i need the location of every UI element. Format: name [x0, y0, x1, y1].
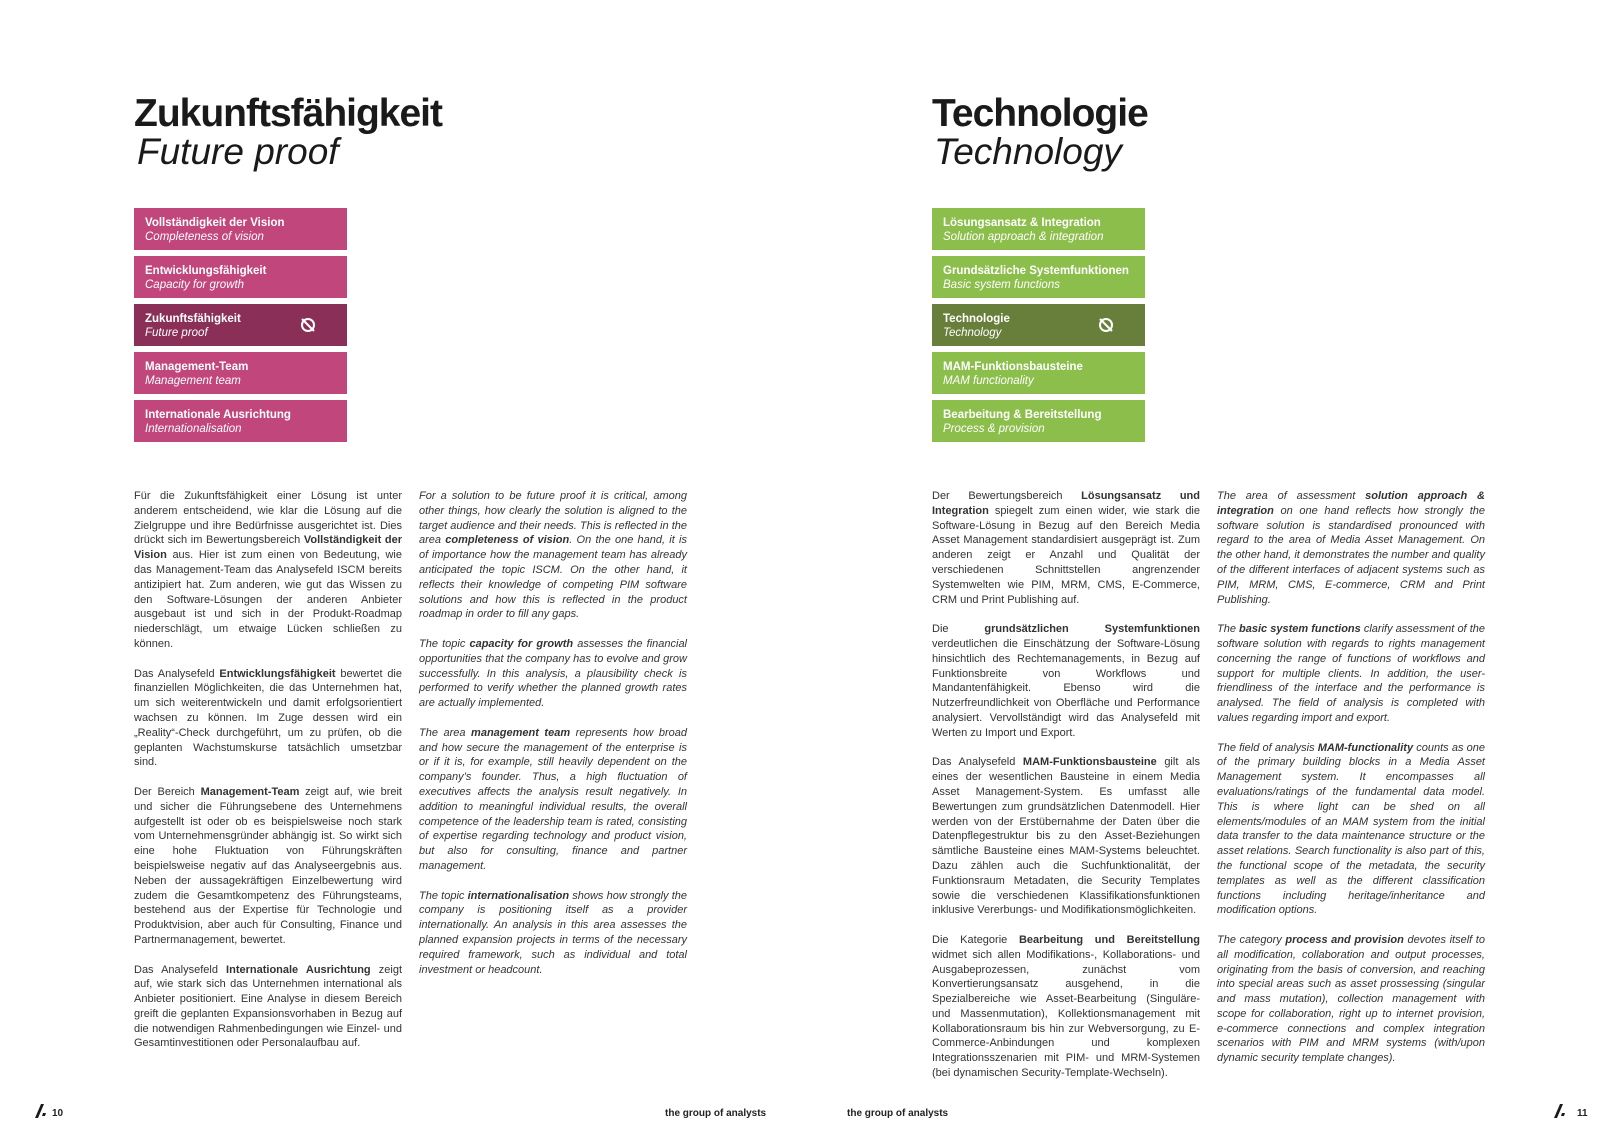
- category-box: [932, 400, 1145, 442]
- category-label-de: Grundsätzliche Systemfunktionen: [943, 265, 1129, 277]
- footer-text: the group of analysts: [665, 1108, 767, 1119]
- paragraph-text: shows how strongly the company is positioning itself as a provider internationally. An analysis in this area assesses the planned expansion projects in terms of the necessary required framework, such as individual and total investment or headcount.: [419, 889, 688, 976]
- category-label-de: Vollständigkeit der Vision: [145, 217, 285, 229]
- english-text-column: [419, 489, 687, 992]
- german-text-column: [134, 489, 402, 1066]
- category-box: [134, 400, 347, 442]
- paragraph-text: devotes itself to all modification, collaboration and output processes, originating from the basis of conversion, and reaching into special areas such as asset prossessing (singular and mass mutation), collection management with scope for collaboration, right up to internet provision, e-commerce connections and complex integration scenarios with PIM and MRM systems (with/upon dynamic security template changes).: [1217, 933, 1485, 1065]
- paragraph-text: Das Analysefeld: [134, 963, 227, 976]
- paragraph-text: Die Kategorie: [932, 933, 1019, 946]
- paragraph-text: gilt als eines der wesentlichen Bausteine in einem Media Asset Management-System. Es umfasst alle Bewertungen zum grundsätzlichen Datenmodell. Hier werden von der Erstübernahme der Daten über die Datenpflegestruktur bis zu den Asset-Beziehungen sämtliche Bausteine eines MAM-Systems beleuchtet. Dazu zählen auch die Suchfunktionalität, der Funktionsraum Metadaten, die Security Templates sowie die verschiedenen Klassifikationsfunktionen inklusive Vererbungs- und Modifikationsmöglichkeiten.: [932, 756, 1200, 917]
- paragraph: [134, 785, 402, 948]
- emphasized-term: grundsätzlichen Systemfunktionen: [984, 623, 1200, 636]
- emphasized-term: Lösungsansatz und Integration: [932, 490, 1200, 517]
- emphasized-term: Bearbeitung und Bereitstellung: [1018, 933, 1200, 946]
- paragraph: [932, 489, 1200, 607]
- paragraph-text: assesses the financial opportunities that the company has to evolve and grow successfully. In this analysis, a plausibility check is performed to verify whether the planned growth rates are actually implemented.: [419, 637, 687, 710]
- category-label-de: Internationale Ausrichtung: [145, 409, 291, 421]
- paragraph-text: aus. Hier ist zum einen von Bedeutung, wie das Management-Team das Analysefeld ISCM bereits antizipiert hat. Zum anderen, wie gut das Wissen zu den Software-Lösungen der anderen Anbieter ausgebaut ist und sich in der Produkt-Roadmap niederschlägt, um etwaige Lücken schließen zu können.: [134, 549, 402, 650]
- german-text-column: [932, 489, 1200, 1096]
- category-box: [134, 256, 347, 298]
- page-number: 11: [1577, 1108, 1588, 1119]
- paragraph: [1217, 741, 1485, 919]
- paragraph: [419, 489, 687, 622]
- paragraph: [419, 889, 687, 978]
- paragraph-text: The topic: [419, 637, 470, 650]
- paragraph: [134, 489, 402, 652]
- category-label-en: MAM functionality: [943, 375, 1034, 387]
- emphasized-term: internationalisation: [467, 889, 570, 902]
- page-title: Zukunftsfähigkeit: [134, 92, 443, 135]
- category-box: [134, 304, 347, 346]
- right-page: [805, 0, 1610, 1145]
- paragraph-text: The: [1217, 623, 1240, 636]
- paragraph-text: . On the one hand, it is of importance how the management team has already anticipated the topic ISCM. On the other hand, it reflects their knowledge of competing PIM software solutions and how this is reflected in the product roadmap in order to fill any gaps.: [419, 534, 687, 621]
- emphasized-term: process and provision: [1285, 933, 1404, 946]
- paragraph: [419, 726, 687, 874]
- emphasized-term: solution approach & integration: [1217, 490, 1485, 517]
- paragraph: [1217, 933, 1485, 1066]
- category-box: [932, 304, 1145, 346]
- brand-logo-icon: [1552, 1103, 1574, 1119]
- emphasized-term: Management-Team: [200, 785, 300, 798]
- paragraph-text: widmet sich allen Modifikations-, Kollaborations- und Ausgabeprozessen, zunächst vom Konvertierungsansatz ausgehend, in die Spezialbereiche wie Asset-Bearbeitung (Singuläre- und Massenmutation), Kollektionsmanagement mit Kollaborationsraum bis hin zur Webversorgung, zu E-Commerce-Anbindungen und komplexen Integrationsszenarien mit PIM- und MRM-Systemen (bei dynamischen Security-Template-Wechseln).: [932, 948, 1200, 1080]
- emphasized-term: management team: [471, 726, 571, 739]
- paragraph-text: on one hand reflects how strongly the software solution is standardised pronounced with regard to the area of Media Asset Management. On the other hand, it demonstrates the number and quality of the different interfaces of adjacent systems such as PIM, MRM, CMS, E-commerce, CRM and Print Publishing.: [1217, 504, 1485, 606]
- category-label-en: Completeness of vision: [145, 231, 264, 243]
- emphasized-term: completeness of vision: [445, 534, 570, 547]
- paragraph-text: zeigt auf, wie stark sich das Unternehmen international als Anbieter positioniert. Eine Analyse in diesem Bereich greift die geplanten Expansionsvorhaben in Bezug auf die notwendigen Rahmenbedingungen wie Einzel- und Gesamtinvestitionen oder Personalaufbau auf.: [134, 963, 403, 1050]
- paragraph: [134, 667, 402, 771]
- paragraph-text: represents how broad and how secure the management of the enterprise is or if it is, for example, still heavily dependent on the company’s founder. Thus, a high fluctuation of executives affects the analysis result negatively. In addition to meaningful individual results, the overall competence of the leadership team is rated, consisting of expertise regarding technology and product vision, but also for consulting, finance and partner management.: [419, 726, 688, 872]
- paragraph-text: The field of analysis: [1217, 741, 1318, 754]
- no-sign-icon: [1097, 316, 1115, 334]
- no-sign-icon: [299, 316, 317, 334]
- paragraph-text: bewertet die finanziellen Möglichkeiten, die das Unternehmen hat, um sich weiterentwickeln und damit erfolgsorientiert wachsen zu können. Im Zuge dessen wird ein „Reality“-Check durchgeführt, um zu prüfen, ob die geplanten Wachstumskurse tatsächlich umsetzbar sind.: [134, 667, 402, 769]
- emphasized-term: Internationale Ausrichtung: [226, 963, 371, 976]
- paragraph: [1217, 489, 1485, 607]
- emphasized-term: MAM-functionality: [1317, 741, 1414, 754]
- emphasized-term: basic system functions: [1239, 623, 1361, 636]
- category-label-de: Technologie: [943, 313, 1010, 325]
- paragraph-text: Für die Zukunftsfähigkeit einer Lösung ist unter anderem entscheidend, wie klar die Lösung auf die Zielgruppe und ihre Bedürfnisse ausgerichtet ist. Dies drückt sich im Bewertungsbereich: [134, 490, 402, 547]
- category-box: [134, 208, 347, 250]
- paragraph-text: The area of assessment: [1217, 490, 1366, 502]
- category-label-de: Management-Team: [145, 361, 249, 373]
- paragraph-text: spiegelt zum einen wider, wie stark die Software-Lösung in Bezug auf den Bereich Media Asset Management standardisiert ausgeprägt ist. Zum anderen zeigt er Anzahl und Qualität der verschiedenen Schnittstellen angrenzender Systemwelten wie PIM, MRM, CMS, E-Commerce, CRM und Print Publishing auf.: [932, 504, 1200, 606]
- category-box: [134, 352, 347, 394]
- category-label-de: Zukunftsfähigkeit: [145, 313, 241, 325]
- category-label-de: Bearbeitung & Bereitstellung: [943, 409, 1102, 421]
- english-text-column: [1217, 489, 1485, 1081]
- paragraph-text: verdeutlichen die Einschätzung der Software-Lösung hinsichtlich des Rechtemanagements, in Bezug auf Funktionsbreite von Workflows und Mandantenfähigkeit. Ebenso wird die Nutzerfreundlichkeit von Oberfläche und Performance analysiert. Vervollständigt wird das Analysefeld mit Werten zu Import und Export.: [932, 637, 1200, 739]
- emphasized-term: capacity for growth: [469, 637, 574, 650]
- paragraph: [932, 755, 1200, 918]
- category-box: [932, 352, 1145, 394]
- paragraph-text: Der Bewertungsbereich: [932, 490, 1082, 502]
- page-number: 10: [52, 1108, 64, 1119]
- paragraph-text: The category: [1217, 933, 1286, 946]
- category-label-en: Management team: [145, 375, 241, 387]
- paragraph-text: For a solution to be future proof it is critical, among other things, how clearly the solution is aligned to the target audience and their needs. This is reflected in the area: [419, 490, 687, 547]
- category-label-en: Internationalisation: [145, 423, 242, 435]
- paragraph-text: The area: [419, 726, 472, 739]
- paragraph-text: zeigt auf, wie breit und sicher die Führungsebene des Unternehmens aufgestellt ist oder ob es beispielsweise noch stark vom Unternehmensgründer abhängig ist. So wirkt sich eine hohe Fluktuation von Führungskräften beispielsweise negativ auf das Analyseergebnis aus. Neben der aussagekräftigen Einzelbewertung wird zudem die Gesamtkompetenz des Führungsteams, bestehend aus der Expertise für Technologie und Produktvision, aber auch für Consulting, Finance und Partnermanagement, bewertet.: [134, 785, 402, 946]
- emphasized-term: Entwicklungsfähigkeit: [219, 667, 336, 680]
- paragraph-text: counts as one of the primary building blocks in a Media Asset Management system. It encompasses all evaluations/ratings of the fundamental data model. This is where light can be shed on all elements/modules of an MAM system from the initial data transfer to the data maintenance structure or the asset relations. Search functionality is also part of this, the functional scope of the metadata, the security templates as well as the different classification functions including heritage/inheritance and modification options.: [1217, 741, 1485, 917]
- category-label-en: Future proof: [145, 327, 208, 339]
- page-title: Technologie: [932, 92, 1148, 135]
- paragraph: [932, 622, 1200, 740]
- page-subtitle: Future proof: [137, 131, 339, 172]
- paragraph-text: Das Analysefeld: [134, 667, 220, 680]
- paragraph: [134, 963, 402, 1052]
- paragraph-text: Die: [932, 623, 985, 636]
- paragraph-text: The topic: [419, 889, 468, 902]
- paragraph-text: clarify assessment of the software solution with regards to rights management concerning the range of functions of workflows and support for multiple clients. In addition, the user-friendliness of the interface and the performance is analysed. The field of analysis is completed with values regarding import and export.: [1217, 623, 1485, 724]
- page-subtitle: Technology: [934, 131, 1122, 172]
- category-label-en: Technology: [943, 327, 1002, 339]
- category-label-en: Capacity for growth: [145, 279, 245, 291]
- category-label-en: Solution approach & integration: [943, 231, 1104, 243]
- category-label-de: Lösungsansatz & Integration: [943, 217, 1101, 229]
- category-label-en: Basic system functions: [943, 279, 1060, 291]
- category-label-de: Entwicklungsfähigkeit: [145, 265, 267, 277]
- paragraph-text: Das Analysefeld: [932, 756, 1023, 769]
- category-box: [932, 256, 1145, 298]
- paragraph: [932, 933, 1200, 1081]
- emphasized-term: Vollständigkeit der Vision: [134, 534, 402, 562]
- paragraph: [419, 637, 687, 711]
- footer-text: the group of analysts: [847, 1108, 949, 1119]
- category-box: [932, 208, 1145, 250]
- paragraph-text: Der Bereich: [134, 785, 201, 798]
- emphasized-term: MAM-Funktionsbausteine: [1022, 756, 1157, 769]
- category-label-en: Process & provision: [943, 423, 1045, 435]
- category-label-de: MAM-Funktionsbausteine: [943, 361, 1083, 373]
- paragraph: [1217, 622, 1485, 726]
